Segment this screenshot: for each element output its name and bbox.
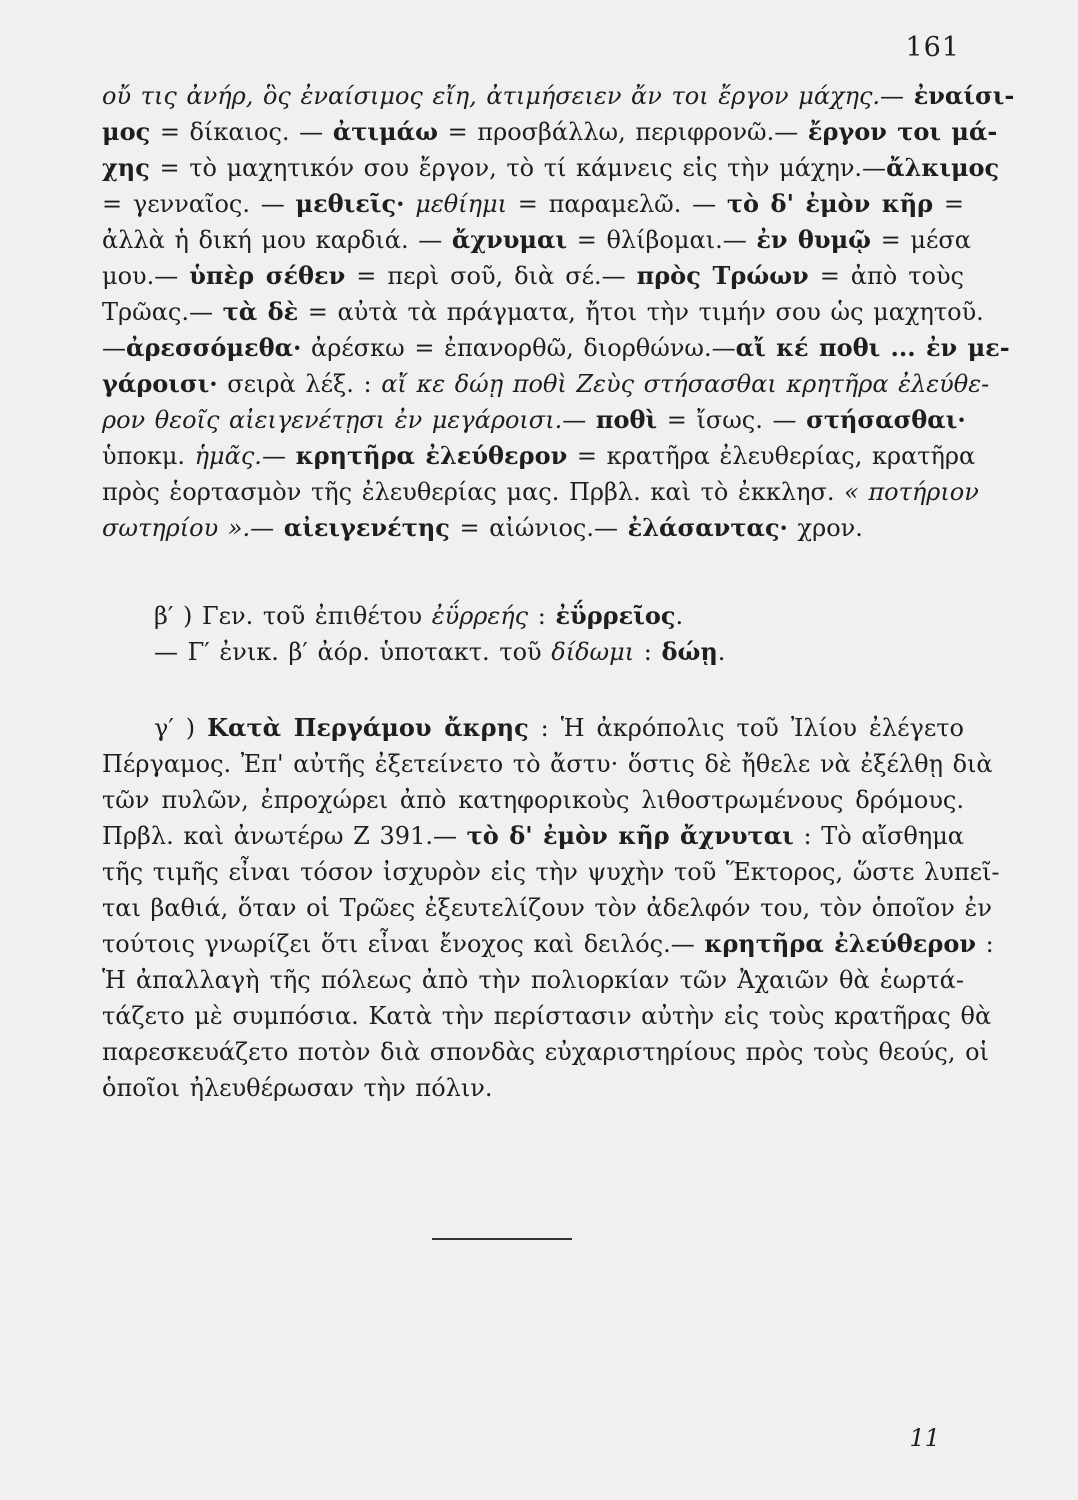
text-line: οὔ τις ἀνήρ, ὃς ἐναίσιμος εἴη, ἀτιμήσειεν ἄν τοι ἔργον μάχης.— ἐναίσι- (102, 81, 1015, 110)
text-line: παρεσκευάζετο ποτὸν διὰ σπονδὰς εὐχαριστηρίους πρὸς τοὺς θεούς, οἱ (102, 1038, 989, 1066)
text-line: μου.— ὑπὲρ σέθεν = περὶ σοῦ, διὰ σέ.— πρὸς Τρώων = ἀπὸ τοὺς (102, 261, 964, 290)
text-line: ται βαθιά, ὅταν οἱ Τρῶες ἐξευτελίζουν τὸν ἀδελφόν του, τὸν ὁποῖον ἐν (102, 894, 992, 922)
text-line: τῶν πυλῶν, ἐπροχώρει ἀπὸ κατηφορικοὺς λιθοστρωμένους δρόμους. (102, 786, 964, 814)
text-line: ἀλλὰ ἡ δική μου καρδιά. — ἄχνυμαι = θλίβομαι.— ἐν θυμῷ = μέσα (102, 225, 972, 254)
printer-signature-mark: 11 (909, 1424, 940, 1452)
text-line: Πέργαμος. Ἐπ' αὐτῆς ἐξετείνετο τὸ ἄστυ· ὅστις δὲ ἤθελε νὰ ἐξέλθῃ διὰ (102, 750, 993, 778)
text-line: — Γ′ ἐνικ. β′ ἀόρ. ὑποτακτ. τοῦ δίδωμι : δώῃ. (154, 637, 726, 666)
text-line: χης = τὸ μαχητικόν σου ἔργον, τὸ τί κάμνεις εἰς τὴν μάχην.—ἄλκιμος (102, 153, 1000, 182)
text-line: σωτηρίου ».— αἰειγενέτης = αἰώνιος.— ἐλάσαντας· χρον. (102, 513, 863, 542)
page-number: 161 (905, 32, 960, 63)
text-line: Τρῶας.— τὰ δὲ = αὐτὰ τὰ πράγματα, ἤτοι τὴν τιμήν σου ὡς μαχητοῦ. (102, 297, 984, 326)
text-line: Πρβλ. καὶ ἀνωτέρω Ζ 391.— τὸ δ' ἐμὸν κῆρ ἄχνυται : Τὸ αἴσθημα (102, 821, 964, 850)
text-line: Ἡ ἀπαλλαγὴ τῆς πόλεως ἀπὸ τὴν πολιορκίαν τῶν Ἀχαιῶν θὰ ἑωρτά- (102, 966, 964, 994)
text-line: —ἀρεσσόμεθα· ἀρέσκω = ἐπανορθῶ, διορθώνω.—αἴ κέ ποθι ... ἐν με- (102, 333, 1010, 362)
commentary-block-glosses (102, 78, 1015, 546)
text-line: ὁποῖοι ἠλευθέρωσαν τὴν πόλιν. (102, 1074, 493, 1102)
text-line: τάζετο μὲ συμπόσια. Κατὰ τὴν περίστασιν αὐτὴν εἰς τοὺς κρατῆρας θὰ (102, 1002, 992, 1030)
text-line: τῆς τιμῆς εἶναι τόσον ἰσχυρὸν εἰς τὴν ψυχὴν τοῦ Ἕκτορος, ὥστε λυπεῖ- (102, 858, 1000, 886)
text-line: ὑποκμ. ἡμᾶς.— κρητῆρα ἐλεύθερον = κρατῆρα ἐλευθερίας, κρατῆρα (102, 441, 976, 470)
text-line: β′ ) Γεν. τοῦ ἐπιθέτου ἐΰρρεής : ἐΰρρεῖος. (154, 601, 684, 630)
text-line: γ′ ) Κατὰ Περγάμου ἄκρης : Ἡ ἀκρόπολις τοῦ Ἰλίου ἐλέγετο (154, 713, 965, 742)
commentary-block-pergamos (102, 710, 1000, 1106)
text-line: γάροισι· σειρὰ λέξ. : αἴ κε δώῃ ποθὶ Ζεὺς στήσασθαι κρητῆρα ἐλεύθε- (102, 369, 990, 398)
commentary-block-grammar (102, 598, 964, 670)
text-line: μος = δίκαιος. — ἀτιμάω = προσβάλλω, περιφρονῶ.— ἔργον τοι μά- (102, 117, 998, 146)
text-line: τούτοις γνωρίζει ὅτι εἶναι ἔνοχος καὶ δειλός.— κρητῆρα ἐλεύθερον : (102, 929, 994, 958)
text-line: πρὸς ἑορτασμὸν τῆς ἐλευθερίας μας. Πρβλ. καὶ τὸ ἐκκλησ. « ποτήριον (102, 478, 979, 506)
text-line: = γενναῖος. — μεθιεῖς· μεθίημι = παραμελῶ. — τὸ δ' ἐμὸν κῆρ = (102, 189, 965, 218)
section-divider (432, 1238, 572, 1240)
text-line: ρον θεοῖς αἰειγενέτῃσι ἐν μεγάροισι.— ποθὶ = ἴσως. — στήσασθαι· (102, 405, 966, 434)
